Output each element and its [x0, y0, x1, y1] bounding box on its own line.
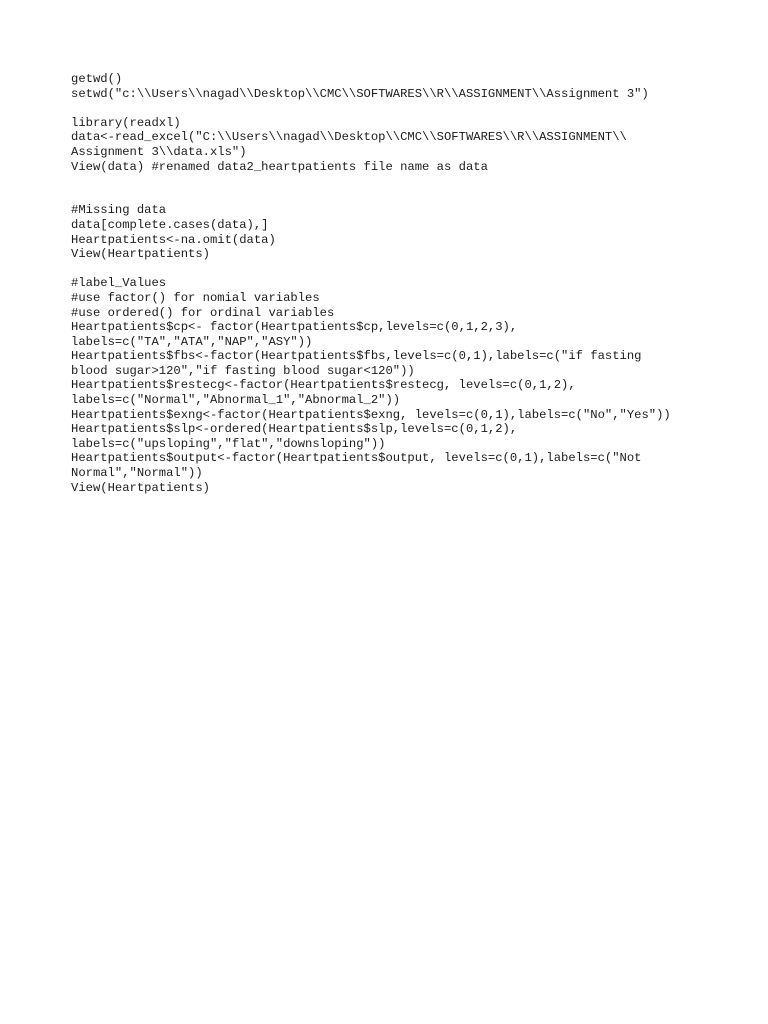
code-line: View(Heartpatients) — [71, 480, 210, 495]
code-line: labels=c("TA","ATA","NAP","ASY")) — [71, 334, 313, 349]
code-line: labels=c("upsloping","flat","downsloping")) — [71, 436, 386, 451]
code-line: Heartpatients$fbs<-factor(Heartpatients$fbs,levels=c(0,1),labels=c("if fasting — [71, 349, 642, 364]
code-line: data<-read_excel("C:\\Users\\nagad\\Desktop\\CMC\\SOFTWARES\\R\\ASSIGNMENT\\ — [71, 130, 627, 145]
code-line: Assignment 3\\data.xls") — [71, 144, 247, 159]
code-block — [71, 72, 711, 495]
code-line: blood sugar>120","if fasting blood sugar<120")) — [71, 363, 415, 378]
code-line: library(readxl) — [71, 115, 181, 130]
code-line — [71, 189, 711, 204]
code-line — [71, 174, 711, 189]
code-line: Heartpatients$output<-factor(Heartpatients$output, levels=c(0,1),labels=c("Not — [71, 451, 642, 466]
code-line: setwd("c:\\Users\\nagad\\Desktop\\CMC\\SOFTWARES\\R\\ASSIGNMENT\\Assignment 3") — [71, 86, 649, 101]
code-line: labels=c("Normal","Abnormal_1","Abnormal_2")) — [71, 393, 401, 408]
code-line: #label_Values — [71, 276, 167, 291]
code-line: #use ordered() for ordinal variables — [71, 305, 335, 320]
code-line: #use factor() for nomial variables — [71, 290, 320, 305]
code-line: data[complete.cases(data),] — [71, 217, 269, 232]
code-line: #Missing data — [71, 203, 167, 218]
code-line: View(data) #renamed data2_heartpatients file name as data — [71, 159, 488, 174]
code-line: View(Heartpatients) — [71, 247, 210, 262]
code-line: Normal","Normal")) — [71, 466, 203, 481]
code-line: getwd() — [71, 72, 123, 86]
code-line: Heartpatients$exng<-factor(Heartpatients$exng, levels=c(0,1),labels=c("No","Yes")) — [71, 407, 671, 422]
code-line — [71, 262, 711, 277]
code-line: Heartpatients$slp<-ordered(Heartpatients$slp,levels=c(0,1,2), — [71, 422, 518, 437]
code-line: Heartpatients<-na.omit(data) — [71, 232, 276, 247]
code-line — [71, 101, 711, 116]
code-line: Heartpatients$restecg<-factor(Heartpatients$restecg, levels=c(0,1,2), — [71, 378, 576, 393]
code-line: Heartpatients$cp<- factor(Heartpatients$cp,levels=c(0,1,2,3), — [71, 320, 518, 335]
